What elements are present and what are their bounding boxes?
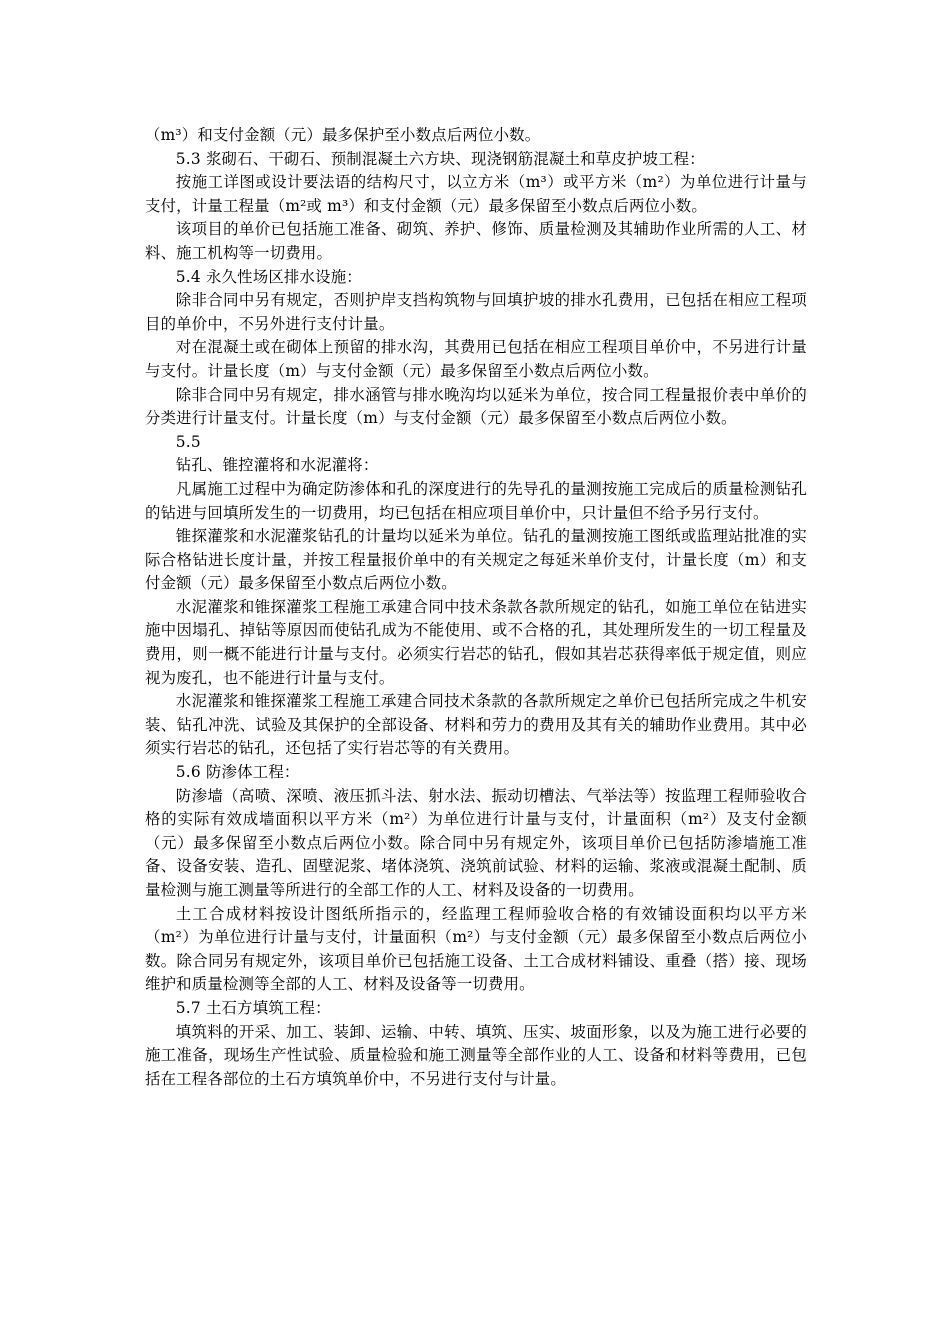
section-heading-5-4: 5.4 永久性场区排水设施： (175, 267, 362, 286)
paragraph: 该项目的单价已包括施工准备、砌筑、养护、修饰、质量检测及其辅助作业所需的人工、材料、施工机构等一切费用。 (145, 220, 807, 262)
section-heading-5-5: 钻孔、锥控灌将和水泥灌将： (175, 456, 379, 475)
section-heading-5-3: 5.3 浆砌石、干砌石、预制混凝土六方块、现浇钢筋混凝土和草皮护坡工程： (175, 149, 705, 168)
section-heading-5-6: 5.6 防渗体工程： (175, 763, 300, 782)
paragraph: 防渗墙（高喷、深喷、液压抓斗法、射水法、振动切槽法、气举法等）按监理工程师验收合格的实际有效成墙面积以平方米（m²）为单位进行计量与支付，计量面积（m²）及支付金额（元）最多保留至小数点后两位小数。除合同中另有规定外，该项目单价已包括防渗墙施工准备、设备安装、造孔、固壁泥浆、堵体浇筑、浇筑前试验、材料的运输、浆液或混凝土配制、质量检测与施工测量等所进行的全部工作的人工、材料及设备的一切费用。 (145, 786, 807, 899)
paragraph: （m³）和支付金额（元）最多保护至小数点后两位小数。 (145, 126, 541, 144)
paragraph: 除非合同中另有规定，排水涵管与排水晚沟均以延米为单位，按合同工程量报价表中单价的分类进行计量支付。计量长度（m）与支付金额（元）最多保留至小数点后两位小数。 (145, 385, 807, 428)
paragraph: 按施工详图或设计要法语的结构尺寸，以立方米（m³）或平方米（m²）为单位进行计量与支付，计量工程量（m²或 m³）和支付金额（元）最多保留至小数点后两位小数。 (145, 173, 807, 215)
paragraph: 水泥灌浆和锥探灌浆工程施工承建合同技术条款的各款所规定之单价已包括所完成之牛机安装、钻孔冲洗、试验及其保护的全部设备、材料和劳力的费用及其有关的辅助作业费用。其中必须实行岩芯的钻孔，还包括了实行岩芯等的有关费用。 (145, 692, 807, 758)
document-body (145, 124, 807, 1091)
section-number-5-5: 5.5 (175, 432, 201, 451)
paragraph: 锥探灌浆和水泥灌浆钻孔的计量均以延米为单位。钻孔的量测按施工图纸或监理站批准的实际合格钻进长度计量，并按工程量报价单中的有关规定之每延米单价支付，计量长度（m）和支付金额（元）最多保留至小数点后两位小数。 (145, 527, 807, 593)
paragraph: 填筑料的开采、加工、装卸、运输、中转、填筑、压实、坡面形象，以及为施工进行必要的施工准备，现场生产性试验、质量检验和施工测量等全部作业的人工、设备和材料等费用，已包括在工程各部位的土石方填筑单价中，不另进行支付与计量。 (145, 1022, 807, 1088)
paragraph: 对在混凝土或在砌体上预留的排水沟，其费用已包括在相应工程项目单价中，不另进行计量与支付。计量长度（m）与支付金额（元）最多保留至小数点后两位小数。 (145, 338, 807, 380)
paragraph: 土工合成材料按设计图纸所指示的，经监理工程师验收合格的有效铺设面积均以平方米（m²）为单位进行计量与支付，计量面积（m²）与支付金额（元）最多保留至小数点后两位小数。除合同另有规定外，该项目单价已包括施工设备、土工合成材料铺设、重叠（搭）接、现场维护和质量检测等全部的人工、材料及设备等一切费用。 (145, 904, 807, 994)
paragraph: 凡属施工过程中为确定防渗体和孔的深度进行的先导孔的量测按施工完成后的质量检测钻孔的钻进与回填所发生的一切费用，均已包括在相应项目单价中，只计量但不给予另行支付。 (145, 479, 807, 522)
paragraph: 水泥灌浆和锥探灌浆工程施工承建合同中技术条款各款所规定的钻孔，如施工单位在钻进实施中因塌孔、掉钻等原因而使钻孔成为不能使用、或不合格的孔，其处理所发生的一切工程量及费用，则一概不能进行计量与支付。必须实行岩芯的钻孔，假如其岩芯获得率低于规定值，则应视为废孔，也不能进行计量与支付。 (145, 597, 807, 687)
paragraph: 除非合同中另有规定，否则护岸支挡构筑物与回填护坡的排水孔费用，已包括在相应工程项目的单价中，不另外进行支付计量。 (145, 291, 807, 333)
section-heading-5-7: 5.7 土石方填筑工程： (175, 998, 331, 1017)
